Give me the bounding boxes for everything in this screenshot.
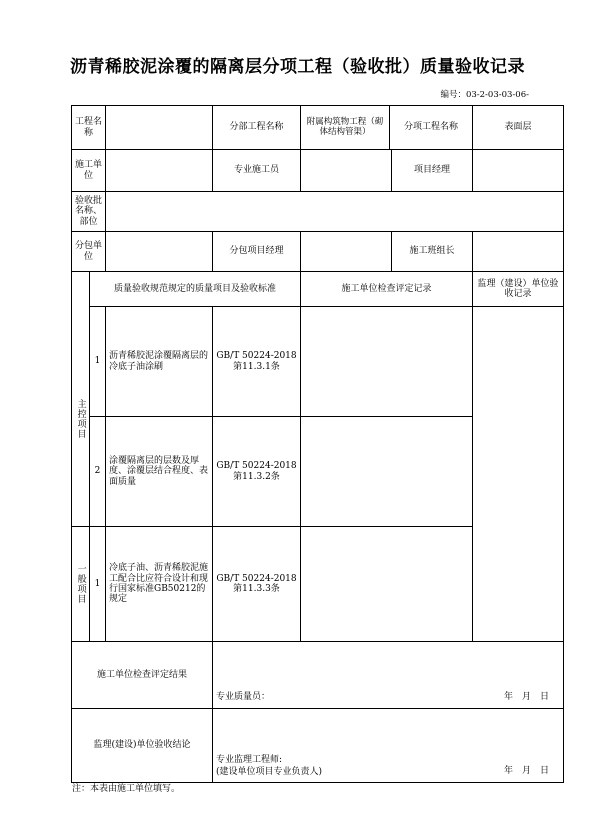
- supervision-record-cell[interactable]: [473, 307, 564, 642]
- batch-value[interactable]: [106, 192, 564, 232]
- page-title: 沥青稀胶泥涂覆的隔离层分项工程（验收批）质量验收记录: [70, 57, 525, 77]
- team-leader-label: 施工班组长: [409, 246, 455, 257]
- project-name-label: 工程名称: [72, 106, 106, 150]
- team-leader-value[interactable]: [473, 232, 564, 272]
- subcontract-manager-label: 分包项目经理: [213, 232, 301, 272]
- project-name-value[interactable]: [106, 106, 213, 150]
- main-item-number: 1: [90, 307, 106, 417]
- acceptance-form-table: [71, 105, 564, 783]
- batch-label: 验收批名称、部位: [72, 192, 106, 232]
- project-manager-label: 项目经理: [413, 165, 450, 176]
- footnote: 注：本表由施工单位填写。: [72, 784, 181, 794]
- main-item-description: 沥青稀胶泥涂覆隔离层的冷底子油涂刷: [106, 307, 213, 417]
- general-item-unit-check[interactable]: [301, 527, 473, 642]
- result-cell[interactable]: [213, 642, 564, 709]
- conclusion-signer-1: 专业监理工程师:: [216, 754, 283, 765]
- construction-unit-value[interactable]: [106, 150, 213, 192]
- main-item-number: 2: [90, 417, 106, 527]
- main-item-description: 涂覆隔离层的层数及厚度、涂覆层结合程度、表面质量: [106, 417, 213, 527]
- item-project-label: 分项工程名称: [403, 122, 458, 133]
- conclusion-label: 监理(建设)单位验收结论: [72, 709, 213, 783]
- general-items-label: 一般项目: [72, 527, 90, 642]
- main-item-unit-check[interactable]: [301, 307, 473, 417]
- unit-check-column-header: 施工单位检查评定记录: [301, 272, 473, 307]
- project-manager-value[interactable]: [473, 150, 564, 192]
- supervision-column-header: 监理（建设）单位验收记录: [473, 272, 564, 307]
- sub-project-label: 分部工程名称: [213, 106, 301, 150]
- specialist-label: 专业施工员: [213, 150, 301, 192]
- main-items-label: 主控项目: [72, 272, 90, 527]
- standard-column-header: 质量验收规范规定的质量项目及验收标准: [90, 272, 301, 307]
- conclusion-cell[interactable]: [213, 709, 564, 783]
- construction-unit-label: 施工单位: [72, 150, 106, 192]
- subcontract-label: 分包单位: [72, 232, 106, 272]
- main-item-standard: GB/T 50224-2018 第11.3.2条: [213, 417, 301, 527]
- form-code: 编号：03-2-03-03-06-: [440, 90, 529, 100]
- result-date: 年 月 日: [503, 691, 549, 702]
- conclusion-signer-2: (建设单位项目专业负责人): [216, 766, 323, 777]
- result-label: 施工单位检查评定结果: [72, 642, 213, 709]
- result-signer: 专业质量员：: [216, 691, 271, 702]
- subcontract-manager-value[interactable]: [301, 232, 392, 271]
- item-project-value: 表面层: [473, 106, 564, 150]
- general-item-standard: GB/T 50224-2018 第11.3.3条: [213, 527, 301, 642]
- subcontract-value[interactable]: [106, 232, 213, 272]
- main-item-unit-check[interactable]: [301, 417, 473, 527]
- main-item-standard: GB/T 50224-2018 第11.3.1条: [213, 307, 301, 417]
- conclusion-date: 年 月 日: [503, 765, 549, 776]
- sub-project-value: 附属构筑物工程（砌体结构管渠）: [301, 106, 390, 149]
- general-item-number: 1: [90, 527, 106, 642]
- specialist-value[interactable]: [301, 150, 392, 191]
- general-item-description: 冷底子油、沥青稀胶泥施工配合比应符合设计和现行国家标准GB50212的规定: [106, 527, 213, 642]
